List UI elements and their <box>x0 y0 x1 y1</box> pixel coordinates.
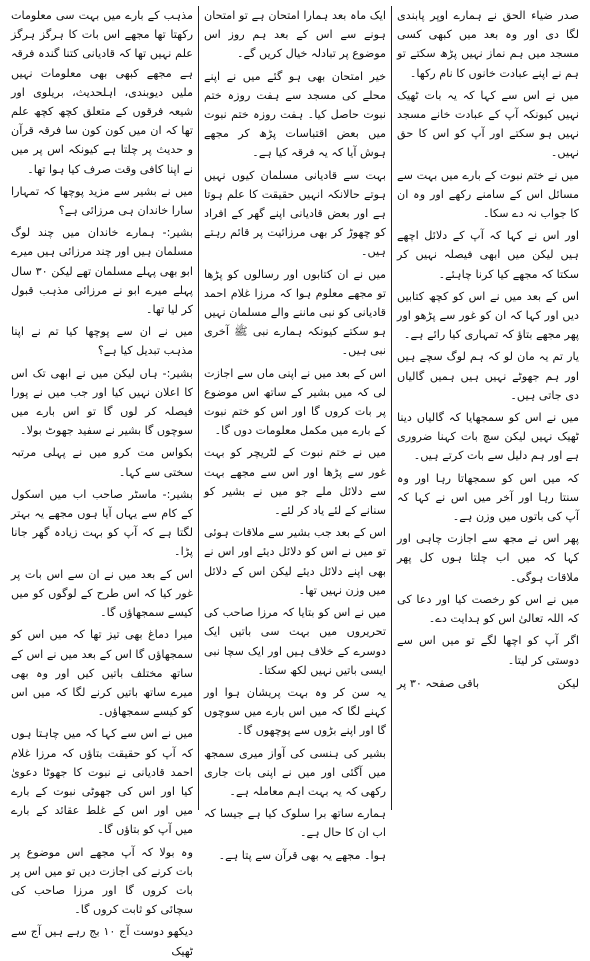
column-middle <box>199 6 391 862</box>
article-paragraph: میں نے اس کو سمجھایا کہ گالیاں دینا ٹھیک نہیں لیکن سچ بات کہنا ضروری ہے اور ہم دلیل سے بات کرتے ہیں۔ <box>397 411 579 463</box>
article-paragraph: مذہب کے بارے میں بہت سی معلومات رکھتا تھا مجھے اس بات کا ہرگز ہرگز علم نہیں تھا کہ قادیانی کتنا گندہ فرقہ ہے مجھے کبھی بھی معلومات نہیں ملیں دیوبندی، اہلحدیث، بریلوی اور شیعہ فرقوں کے متعلق کچھ کچھ علم تھا کہ ان میں کون کون سا فرقہ قرآن و حدیث پر چلتا ہے کیونکہ اس پر میں نے اپنا کافی وقت صرف کیا ہوا تھا۔ <box>11 9 193 176</box>
article-paragraph: میں نے ان کتابوں اور رسالوں کو پڑھا تو مجھے معلوم ہوا کہ مرزا غلام احمد قادیانی کو نبی ماننے والے مسلمان نہیں ہو سکتے کیونکہ ہمارے نبی ﷺ آخری نبی ہیں۔ <box>204 267 386 358</box>
article-paragraph: بشیر کی ہنسی کی آواز میری سمجھ میں آگئی اور میں نے اپنی بات جاری رکھی کہ یہ بہت اہم معاملہ ہے۔ <box>204 746 386 798</box>
article-paragraph: پھر اس نے مجھ سے اجازت چاہی اور کہا کہ میں اب چلتا ہوں کل پھر ملاقات ہوگی۔ <box>397 532 579 584</box>
article-paragraph: اس کے بعد جب بشیر سے ملاقات ہوئی تو میں نے اس کو دلائل دیئے اور اس نے بھی اپنے دلائل دیئے لیکن اس کے دلائل میں وزن نہیں تھا۔ <box>204 526 386 597</box>
article-paragraph: بشیر:- ہمارے خاندان میں چند لوگ مسلمان ہیں اور چند مرزائی ہیں میرے ابو بھی پہلے مسلمان تھے لیکن ۳۰ سال پہلے میرے ابو نے مرزائی مذہب قبول کر لیا تھا۔ <box>11 226 194 317</box>
article-paragraph: میں نے اس کو رخصت کیا اور دعا کی کہ اللہ تعالیٰ اس کو ہدایت دے۔ <box>397 592 579 626</box>
article-paragraph: دیکھو دوست آج ۱۰ بج رہے ہیں آج سے ٹھیک <box>11 925 194 958</box>
article-paragraph: ہوا۔ مجھے یہ بھی قرآن سے پتا ہے۔ <box>218 848 386 862</box>
column-right <box>6 6 198 958</box>
article-paragraph: خیر امتحان بھی ہو گئے میں نے اپنے محلے کی مسجد سے ہفت روزہ ختم نبوت حاصل کیا۔ ہفت روزہ ختم نبوت میں بعض اقتباسات پڑھ کر مجھے ہوش آیا کہ یہ فرقہ کیا ہے۔ <box>204 69 386 160</box>
article-paragraph: اس کے بعد میں نے اس کو کچھ کتابیں دیں اور کہا کہ ان کو غور سے پڑھو اور پھر مجھے بتاؤ کہ تمہاری کیا رائے ہے۔ <box>397 289 579 342</box>
article-paragraph: بشیر:- ہاں لیکن میں نے ابھی تک اس کا اعلان نہیں کیا اور جب میں نے پورا فیصلہ کر لوں گا تو اس بارے میں سوچوں گا بشیر نے سفید جھوٹ بولا۔ <box>11 366 193 438</box>
article-paragraph: میں نے ختم نبوت کے بارے میں بہت سے مسائل اس کے سامنے رکھے اور وہ ان کا جواب نہ دے سکا۔ <box>397 168 579 221</box>
column-divider <box>391 6 392 810</box>
continuation-note <box>397 674 579 693</box>
column-left <box>392 6 584 810</box>
column-divider <box>198 6 199 810</box>
article-paragraph: صدر ضیاء الحق نے ہمارے اوپر پابندی لگا دی اور وہ بعد میں کبھی کسی مسجد میں ہم نماز نہیں پڑھ سکتے تو ہم نے اپنے عبادت خانوں کا نام رکھا۔ <box>397 9 579 80</box>
article-paragraph: ایک ماہ بعد ہمارا امتحان ہے تو امتحان ہونے سے اس کے بعد ہم روز اس موضوع پر تبادلہ خیال کریں گے۔ <box>204 9 386 61</box>
article-paragraph: وہ بولا کہ آپ مجھے اس موضوع پر بات کرنے کی اجازت دیں تو میں اس پر بات کروں گا اور مرزا صاحب کی سچائی کو ثابت کروں گا۔ <box>11 845 193 917</box>
article-paragraph: میں نے اس سے کہا کہ یہ بات ٹھیک نہیں کیونکہ آپ کے عبادت خانے مسجد نہیں ہو سکتے اور آپ کو اس کا حق نہیں۔ <box>397 88 579 160</box>
newspaper-page <box>6 6 584 958</box>
article-paragraph: بکواس مت کرو میں نے پہلی مرتبہ سختی سے کہا۔ <box>11 446 193 479</box>
article-paragraph: یار تم یہ مان لو کہ ہم لوگ سچے ہیں اور ہم جھوٹے نہیں ہیں ہمیں گالیاں دی جاتی ہیں۔ <box>397 350 579 402</box>
closing-word: لیکن <box>557 676 579 690</box>
article-paragraph: میں نے اس کو بتایا کہ مرزا صاحب کی تحریروں میں بہت سی باتیں ایک دوسرے کے خلاف ہیں اور ایک سچا نبی ایسی باتیں نہیں لکھ سکتا۔ <box>204 606 386 677</box>
article-paragraph: اس کے بعد میں نے اپنی ماں سے اجازت لی کہ میں بشیر کے ساتھ اس موضوع پر بات کروں گا اور اس کو ختم نبوت کے بارے میں مکمل معلومات دوں گا۔ <box>204 366 386 438</box>
continued-on-page-label: باقی صفحہ ۳۰ پر <box>397 676 480 690</box>
article-paragraph: ہمارے ساتھ برا سلوک کیا ہے جیسا کہ اب ان کا حال ہے۔ <box>204 807 386 840</box>
article-paragraph: کہ میں اس کو سمجھاتا رہا اور وہ سنتا رہا اور آخر میں اس نے کہا کہ آپ کی باتوں میں وزن ہے۔ <box>397 471 579 524</box>
article-paragraph: اگر آپ کو اچھا لگے تو میں اس سے دوستی کر لیتا۔ <box>397 634 579 667</box>
article-paragraph: میں نے اس سے کہا کہ میں چاہتا ہوں کہ آپ کو حقیقت بتاؤں کہ مرزا غلام احمد قادیانی نے نبوت کا جھوٹا دعویٰ کیا اور اس کی جھوٹی نبوت کے بارے میں اور اس کے غلط عقائد کے بارے میں آپ کو بتاؤں گا۔ <box>11 727 193 837</box>
article-paragraph: اور اس نے کہا کہ آپ کے دلائل اچھے ہیں لیکن میں ابھی فیصلہ نہیں کر سکتا کہ مجھے کیا کرنا چاہئے۔ <box>397 229 579 281</box>
article-paragraph: یہ سن کر وہ بہت پریشان ہوا اور کہنے لگا کہ میں اس بارے میں سوچوں گا اور اپنے بڑوں سے پوچھوں گا۔ <box>204 685 386 738</box>
article-paragraph: بہت سے قادیانی مسلمان کیوں نہیں ہوتے حالانکہ انہیں حقیقت کا علم ہوتا ہے اور بعض قادیانی اپنے گھر کے افراد کو چھوڑ کر بھی مرزائیت پر قائم رہتے ہیں۔ <box>204 168 386 259</box>
article-paragraph: میرا دماغ بھی تیز تھا کہ میں اس کو سمجھاؤں گا اس کے بعد میں نے اس کے ساتھ مختلف باتیں کیں اور وہ بھی میرے ساتھ باتیں کرنے لگا کہ میں اس کو کیسے سمجھاؤں۔ <box>11 628 193 719</box>
article-paragraph: اس کے بعد میں نے ان سے اس بات پر غور کیا کہ اس طرح کے لوگوں کو میں کیسے سمجھاؤں گا۔ <box>11 567 193 620</box>
article-paragraph: میں نے ان سے پوچھا کیا تم نے اپنا مذہب تبدیل کیا ہے؟ <box>11 325 193 358</box>
article-paragraph: بشیر:- ماسٹر صاحب اب میں اسکول کے کام سے یہاں آیا ہوں مجھے یہ بہتر لگتا ہے کہ آپ کو بہت زیادہ گھر جانا پڑا۔ <box>11 487 193 559</box>
article-paragraph: میں نے بشیر سے مزید پوچھا کہ تمہارا سارا خاندان ہی مرزائی ہے؟ <box>11 184 193 218</box>
article-paragraph: میں نے ختم نبوت کے لٹریچر کو بہت غور سے پڑھا اور اس سے مجھے بہت سے دلائل ملے جو میں نے بشیر کو سنانے کے لئے یاد کر لئے۔ <box>204 446 386 518</box>
